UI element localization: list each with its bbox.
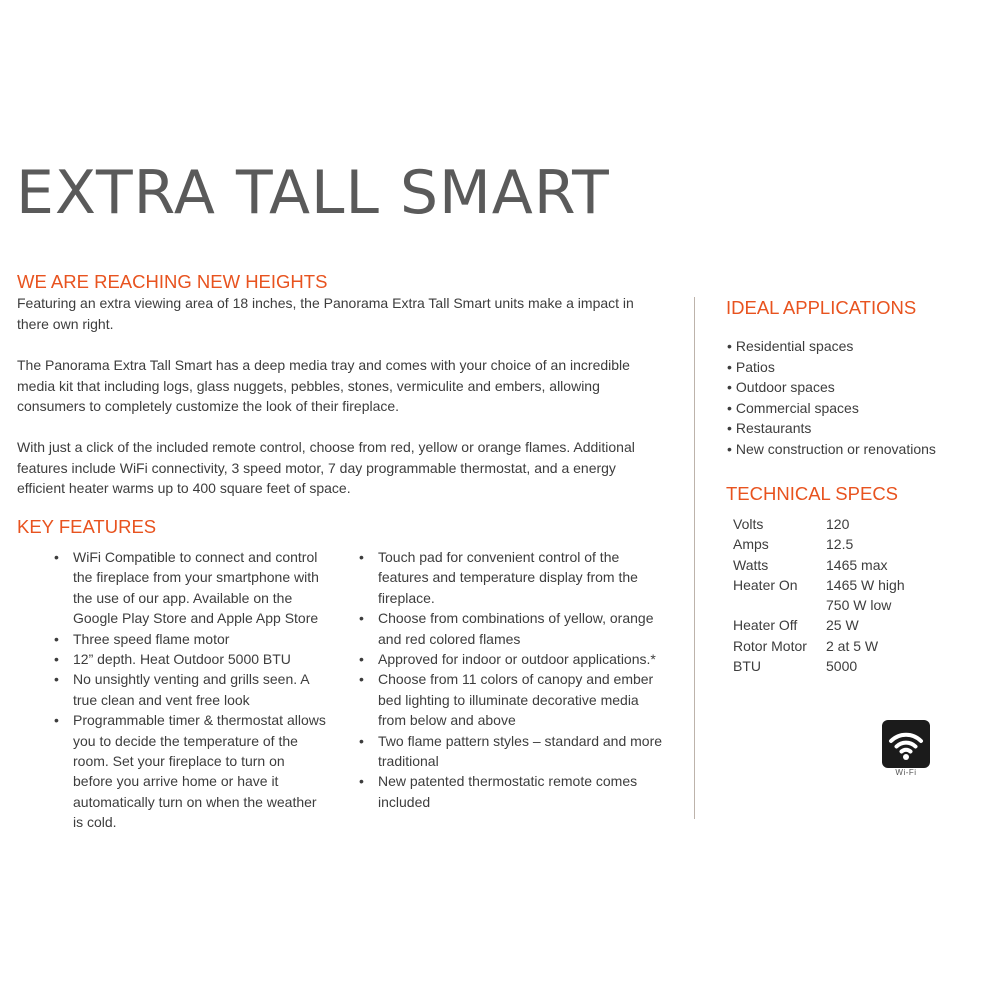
- list-item: • Programmable timer & thermostat allows you to decide the temperature of the room. Set your fireplace to turn on before you arrive home or have it automatically turn on when the weather is cold.: [54, 712, 326, 831]
- key-features-heading: KEY FEATURES: [17, 516, 157, 537]
- key-features-right-list: [359, 547, 664, 812]
- list-item: • Commercial spaces: [727, 399, 859, 416]
- list-item: • Three speed flame motor: [54, 630, 230, 647]
- table-row: 750 W low: [826, 597, 892, 614]
- table-row: Heater Off 25 W: [733, 617, 859, 634]
- table-row: BTU 5000: [733, 658, 858, 675]
- list-item: • Choose from combinations of yellow, orange and red colored flames: [359, 610, 654, 647]
- list-item: • Restaurants: [727, 420, 812, 436]
- list-item: • Approved for indoor or outdoor applications.*: [359, 651, 656, 668]
- list-item: • Outdoor spaces: [727, 379, 835, 395]
- intro-paragraph-3: With just a click of the included remote control, choose from red, yellow or orange flames. Additional features include WiFi connectivity, 3 speed motor, 7 day programmable thermostat, and a energy efficient heater warms up to 400 square feet of space.: [17, 439, 635, 497]
- intro-paragraph-1: Featuring an extra viewing area of 18 inches, the Panorama Extra Tall Smart units make a impact in there own right.: [17, 295, 634, 332]
- list-item: • New construction or renovations: [727, 440, 936, 457]
- list-item: • New patented thermostatic remote comes included: [359, 773, 638, 810]
- list-item: • No unsightly venting and grills seen. A true clean and vent free look: [54, 671, 309, 708]
- table-row: Watts 1465 max: [733, 556, 888, 573]
- intro-paragraph-2: The Panorama Extra Tall Smart has a deep media tray and comes with your choice of an incredible media kit that including logs, glass nuggets, pebbles, stones, vermiculite and embers, allowing consumers to completely customize the look of their fireplace.: [17, 357, 630, 415]
- intro-heading: WE ARE REACHING NEW HEIGHTS: [17, 271, 328, 292]
- list-item: • Two flame pattern styles – standard and more traditional: [359, 732, 663, 770]
- key-features-left-list: [54, 547, 326, 833]
- column-divider: [694, 297, 695, 819]
- ideal-applications-heading: IDEAL APPLICATIONS: [726, 297, 917, 318]
- page-title: EXTRA TALL SMART: [16, 158, 610, 228]
- wifi-icon: [882, 720, 930, 768]
- table-row: Amps 12.5: [733, 536, 854, 553]
- technical-specs-heading: TECHNICAL SPECS: [726, 483, 899, 504]
- list-item: • Touch pad for convenient control of the features and temperature display from the fireplace.: [359, 549, 638, 606]
- wifi-caption: Wi-Fi: [895, 768, 917, 777]
- table-row: Volts 120: [733, 516, 850, 532]
- ideal-applications-list: [727, 336, 936, 459]
- list-item: • WiFi Compatible to connect and control the fireplace from your smartphone with the use of our app. Available on the Google Play Store and Apple App Store: [54, 549, 319, 627]
- technical-specs-table: [733, 516, 905, 678]
- list-item: • Residential spaces: [727, 338, 854, 354]
- list-item: • Choose from 11 colors of canopy and ember bed lighting to illuminate decorative media from below and above: [359, 671, 654, 729]
- list-item: • Patios: [727, 358, 775, 375]
- list-item: • 12” depth. Heat Outdoor 5000 BTU: [54, 651, 291, 668]
- table-row: Heater On 1465 W high: [733, 576, 905, 593]
- table-row: Rotor Motor 2 at 5 W: [733, 637, 879, 654]
